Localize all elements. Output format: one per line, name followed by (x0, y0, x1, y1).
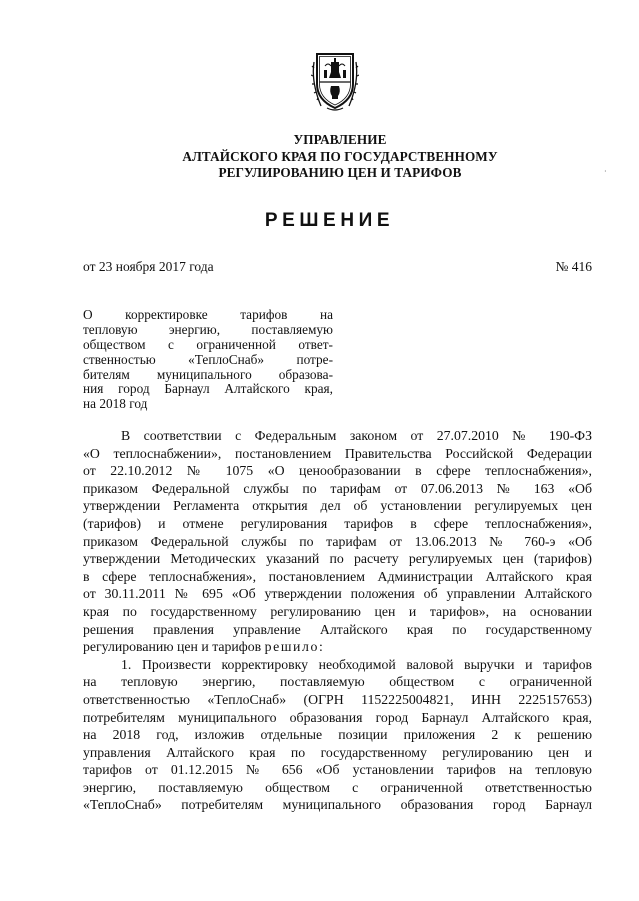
body-line: утверждении Регламента открытия дел об установлении регулируемых цен (83, 498, 592, 514)
subject-line: ственностью «ТеплоСнаб» потре- (83, 351, 333, 367)
body-line: 1. Произвести корректировку необходимой валовой выручки и тарифов (121, 656, 592, 672)
body-line: энергию, поставляемую обществом с ограниченной ответственностью (83, 779, 592, 795)
body-line: края по государственному регулированию цен и тарифов», на основании (83, 603, 592, 619)
subject-line: бителям муниципального образова- (83, 366, 333, 382)
organization-name (120, 132, 560, 182)
body-line: на 2018 год, изложив отдельные позиции приложения 2 к решению (83, 727, 592, 743)
coat-of-arms-icon (311, 48, 359, 112)
body-line: (тарифов) и отмене регулирования тарифов в сфере теплоснабжения», (83, 515, 592, 531)
body-line-decided (83, 638, 592, 656)
body-line: утверждении Методических указаний по расчету регулируемых цен (тарифов) (83, 551, 592, 567)
body-line-text: регулированию цен и тарифов (83, 639, 265, 655)
body-line: управления Алтайского края по государственному регулированию цен и (83, 744, 592, 760)
decided-word: решило: (264, 639, 325, 655)
scan-speck: · (604, 167, 607, 176)
subject-line: тепловую энергию, поставляемую (83, 321, 333, 337)
document-subject (83, 308, 333, 412)
org-line-1: УПРАВЛЕНИЕ (293, 132, 387, 147)
body-line: в сфере теплоснабжения», постановлением Администрации Алтайского края (83, 568, 592, 584)
subject-line: О корректировке тарифов на (83, 307, 333, 322)
body-line: приказом Федеральной службы по тарифам от 13.06.2013 № 760-э «Об (83, 533, 592, 549)
subject-line: обществом с ограниченной ответ- (83, 336, 333, 352)
body-line: от 22.10.2012 № 1075 «О ценообразовании в сфере теплоснабжения», (83, 463, 592, 479)
document-title: РЕШЕНИЕ (264, 210, 395, 231)
body-line: потребителям муниципального образования город Барнаул Алтайского края, (83, 709, 592, 725)
document-date: от 23 ноября 2017 года (83, 259, 214, 274)
document-number: № 416 (555, 259, 592, 274)
body-line: на тепловую энергию, поставляемую обществом с ограниченной (83, 674, 592, 690)
body-line: приказом Федеральной службы по тарифам от 07.06.2013 № 163 «Об (83, 480, 592, 496)
body-line: «О теплоснабжении», постановлением Правительства Российской Федерации (83, 445, 592, 461)
body-line: «ТеплоСнаб» потребителям муниципального образования город Барнаул (83, 797, 592, 813)
org-line-2: АЛТАЙСКОГО КРАЯ ПО ГОСУДАРСТВЕННОМУ (182, 148, 498, 164)
subject-line: ния город Барнаул Алтайского края, (83, 381, 333, 397)
body-line: В соответствии с Федеральным законом от 27.07.2010 № 190-ФЗ (121, 428, 592, 443)
body-line: решения правления управление Алтайского края по государственному (83, 621, 592, 637)
body-line: ответственностью «ТеплоСнаб» (ОГРН 1152225004821, ИНН 2225157653) (83, 691, 592, 707)
org-line-3: РЕГУЛИРОВАНИЮ ЦЕН И ТАРИФОВ (218, 165, 462, 180)
body-line: тарифов от 01.12.2015 № 656 «Об установлении тарифов на тепловую (83, 762, 592, 778)
document-body (83, 427, 592, 814)
subject-line: на 2018 год (83, 396, 148, 412)
body-line: от 30.11.2011 № 695 «Об утверждении положения об управлении Алтайского (83, 586, 592, 602)
